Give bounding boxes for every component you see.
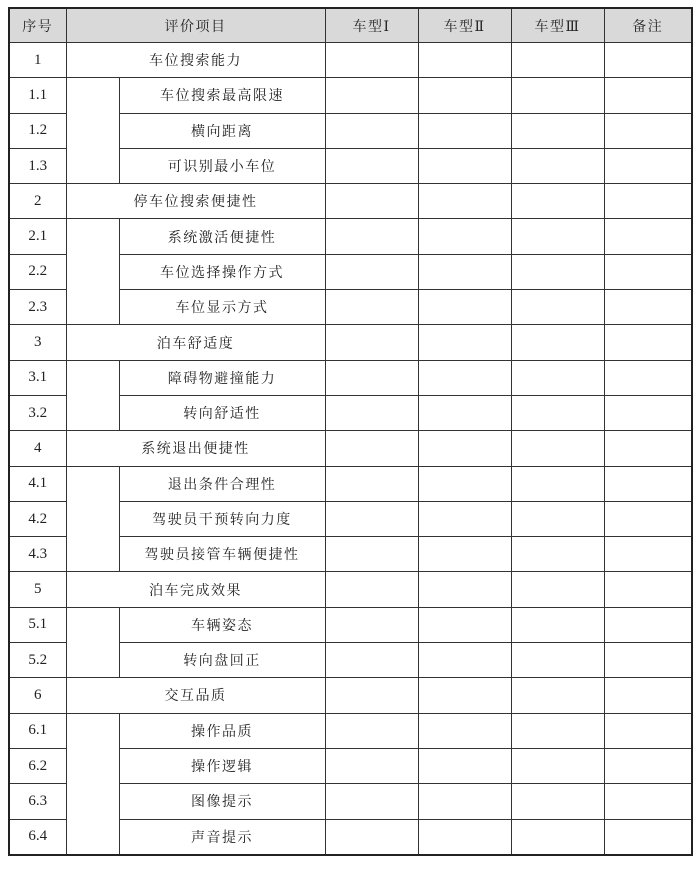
score-cell-car2[interactable] <box>418 713 511 748</box>
group-spacer-cell <box>66 466 119 572</box>
group-number: 4 <box>9 431 66 466</box>
score-cell-car3[interactable] <box>511 219 604 254</box>
score-cell-car2[interactable] <box>418 572 511 607</box>
item-row <box>9 78 692 113</box>
note-cell[interactable] <box>604 254 692 289</box>
group-row <box>9 678 692 713</box>
item-number: 2.3 <box>9 290 66 325</box>
score-cell-car1[interactable] <box>325 819 418 855</box>
group-number: 2 <box>9 184 66 219</box>
item-label: 图像提示 <box>119 784 325 819</box>
score-cell-car3[interactable] <box>511 607 604 642</box>
score-cell-car2[interactable] <box>418 219 511 254</box>
item-number: 1.1 <box>9 78 66 113</box>
score-cell-car1[interactable] <box>325 148 418 183</box>
group-number: 5 <box>9 572 66 607</box>
item-number: 5.1 <box>9 607 66 642</box>
item-label: 障碍物避撞能力 <box>119 360 325 395</box>
note-cell[interactable] <box>604 325 692 360</box>
header-item: 评价项目 <box>66 8 325 43</box>
note-cell[interactable] <box>604 501 692 536</box>
score-cell-car3[interactable] <box>511 78 604 113</box>
group-spacer-cell <box>66 607 119 678</box>
note-cell[interactable] <box>604 466 692 501</box>
group-title: 交互品质 <box>66 678 325 713</box>
score-cell-car1[interactable] <box>325 395 418 430</box>
score-cell-car2[interactable] <box>418 678 511 713</box>
note-cell[interactable] <box>604 784 692 819</box>
score-cell-car1[interactable] <box>325 325 418 360</box>
item-label: 车辆姿态 <box>119 607 325 642</box>
score-cell-car2[interactable] <box>418 290 511 325</box>
score-cell-car1[interactable] <box>325 43 418 78</box>
item-label: 转向舒适性 <box>119 395 325 430</box>
item-label: 转向盘回正 <box>119 643 325 678</box>
group-number: 6 <box>9 678 66 713</box>
score-cell-car1[interactable] <box>325 290 418 325</box>
item-number: 1.2 <box>9 113 66 148</box>
evaluation-table-wrapper <box>8 7 693 856</box>
note-cell[interactable] <box>604 748 692 783</box>
item-label: 系统激活便捷性 <box>119 219 325 254</box>
note-cell[interactable] <box>604 713 692 748</box>
score-cell-car1[interactable] <box>325 643 418 678</box>
score-cell-car2[interactable] <box>418 184 511 219</box>
score-cell-car3[interactable] <box>511 431 604 466</box>
note-cell[interactable] <box>604 819 692 855</box>
score-cell-car2[interactable] <box>418 537 511 572</box>
group-title: 泊车舒适度 <box>66 325 325 360</box>
group-title: 系统退出便捷性 <box>66 431 325 466</box>
item-row <box>9 713 692 748</box>
note-cell[interactable] <box>604 184 692 219</box>
group-row <box>9 325 692 360</box>
note-cell[interactable] <box>604 643 692 678</box>
score-cell-car2[interactable] <box>418 325 511 360</box>
score-cell-car2[interactable] <box>418 78 511 113</box>
score-cell-car1[interactable] <box>325 78 418 113</box>
score-cell-car3[interactable] <box>511 148 604 183</box>
note-cell[interactable] <box>604 537 692 572</box>
group-row <box>9 572 692 607</box>
score-cell-car3[interactable] <box>511 572 604 607</box>
item-label: 声音提示 <box>119 819 325 855</box>
score-cell-car2[interactable] <box>418 113 511 148</box>
group-row <box>9 431 692 466</box>
item-number: 5.2 <box>9 643 66 678</box>
note-cell[interactable] <box>604 43 692 78</box>
note-cell[interactable] <box>604 431 692 466</box>
score-cell-car1[interactable] <box>325 713 418 748</box>
item-label: 车位显示方式 <box>119 290 325 325</box>
item-number: 3.1 <box>9 360 66 395</box>
group-spacer-cell <box>66 78 119 184</box>
note-cell[interactable] <box>604 572 692 607</box>
header-car3: 车型Ⅲ <box>511 8 604 43</box>
item-label: 驾驶员干预转向力度 <box>119 501 325 536</box>
score-cell-car3[interactable] <box>511 184 604 219</box>
group-title: 泊车完成效果 <box>66 572 325 607</box>
score-cell-car1[interactable] <box>325 184 418 219</box>
score-cell-car1[interactable] <box>325 360 418 395</box>
item-label: 车位搜索最高限速 <box>119 78 325 113</box>
item-row <box>9 607 692 642</box>
table-body <box>9 43 692 855</box>
score-cell-car1[interactable] <box>325 219 418 254</box>
score-cell-car3[interactable] <box>511 678 604 713</box>
note-cell[interactable] <box>604 78 692 113</box>
item-row <box>9 360 692 395</box>
item-label: 横向距离 <box>119 113 325 148</box>
note-cell[interactable] <box>604 290 692 325</box>
score-cell-car3[interactable] <box>511 819 604 855</box>
header-note: 备注 <box>604 8 692 43</box>
group-spacer-cell <box>66 360 119 431</box>
score-cell-car3[interactable] <box>511 395 604 430</box>
group-title: 车位搜索能力 <box>66 43 325 78</box>
item-number: 4.3 <box>9 537 66 572</box>
item-label: 车位选择操作方式 <box>119 254 325 289</box>
score-cell-car1[interactable] <box>325 537 418 572</box>
score-cell-car1[interactable] <box>325 466 418 501</box>
score-cell-car1[interactable] <box>325 254 418 289</box>
item-label: 操作逻辑 <box>119 748 325 783</box>
item-number: 3.2 <box>9 395 66 430</box>
note-cell[interactable] <box>604 678 692 713</box>
item-label: 驾驶员接管车辆便捷性 <box>119 537 325 572</box>
score-cell-car1[interactable] <box>325 431 418 466</box>
score-cell-car1[interactable] <box>325 748 418 783</box>
score-cell-car3[interactable] <box>511 466 604 501</box>
score-cell-car2[interactable] <box>418 643 511 678</box>
score-cell-car2[interactable] <box>418 501 511 536</box>
score-cell-car2[interactable] <box>418 43 511 78</box>
score-cell-car2[interactable] <box>418 254 511 289</box>
score-cell-car2[interactable] <box>418 360 511 395</box>
score-cell-car3[interactable] <box>511 748 604 783</box>
item-number: 2.1 <box>9 219 66 254</box>
score-cell-car3[interactable] <box>511 113 604 148</box>
group-row <box>9 184 692 219</box>
score-cell-car3[interactable] <box>511 713 604 748</box>
item-row <box>9 466 692 501</box>
score-cell-car1[interactable] <box>325 784 418 819</box>
score-cell-car2[interactable] <box>418 819 511 855</box>
item-number: 6.1 <box>9 713 66 748</box>
note-cell[interactable] <box>604 395 692 430</box>
score-cell-car3[interactable] <box>511 325 604 360</box>
item-number: 4.1 <box>9 466 66 501</box>
item-number: 6.2 <box>9 748 66 783</box>
score-cell-car3[interactable] <box>511 537 604 572</box>
item-label: 可识别最小车位 <box>119 148 325 183</box>
score-cell-car1[interactable] <box>325 572 418 607</box>
note-cell[interactable] <box>604 148 692 183</box>
header-car1: 车型Ⅰ <box>325 8 418 43</box>
item-number: 6.3 <box>9 784 66 819</box>
item-number: 2.2 <box>9 254 66 289</box>
score-cell-car2[interactable] <box>418 748 511 783</box>
note-cell[interactable] <box>604 607 692 642</box>
score-cell-car3[interactable] <box>511 501 604 536</box>
item-number: 4.2 <box>9 501 66 536</box>
evaluation-table <box>8 7 693 856</box>
item-label: 操作品质 <box>119 713 325 748</box>
score-cell-car3[interactable] <box>511 643 604 678</box>
item-number: 1.3 <box>9 148 66 183</box>
score-cell-car3[interactable] <box>511 254 604 289</box>
score-cell-car1[interactable] <box>325 501 418 536</box>
group-row <box>9 43 692 78</box>
group-title: 停车位搜索便捷性 <box>66 184 325 219</box>
score-cell-car2[interactable] <box>418 784 511 819</box>
score-cell-car1[interactable] <box>325 678 418 713</box>
group-spacer-cell <box>66 713 119 855</box>
header-row <box>9 8 692 43</box>
note-cell[interactable] <box>604 113 692 148</box>
score-cell-car2[interactable] <box>418 395 511 430</box>
group-number: 1 <box>9 43 66 78</box>
group-spacer-cell <box>66 219 119 325</box>
score-cell-car3[interactable] <box>511 43 604 78</box>
score-cell-car3[interactable] <box>511 290 604 325</box>
score-cell-car2[interactable] <box>418 607 511 642</box>
item-number: 6.4 <box>9 819 66 855</box>
item-row <box>9 219 692 254</box>
score-cell-car2[interactable] <box>418 466 511 501</box>
score-cell-car1[interactable] <box>325 113 418 148</box>
score-cell-car3[interactable] <box>511 360 604 395</box>
score-cell-car1[interactable] <box>325 607 418 642</box>
score-cell-car2[interactable] <box>418 431 511 466</box>
note-cell[interactable] <box>604 360 692 395</box>
header-no: 序号 <box>9 8 66 43</box>
score-cell-car2[interactable] <box>418 148 511 183</box>
item-label: 退出条件合理性 <box>119 466 325 501</box>
score-cell-car3[interactable] <box>511 784 604 819</box>
note-cell[interactable] <box>604 219 692 254</box>
header-car2: 车型Ⅱ <box>418 8 511 43</box>
group-number: 3 <box>9 325 66 360</box>
